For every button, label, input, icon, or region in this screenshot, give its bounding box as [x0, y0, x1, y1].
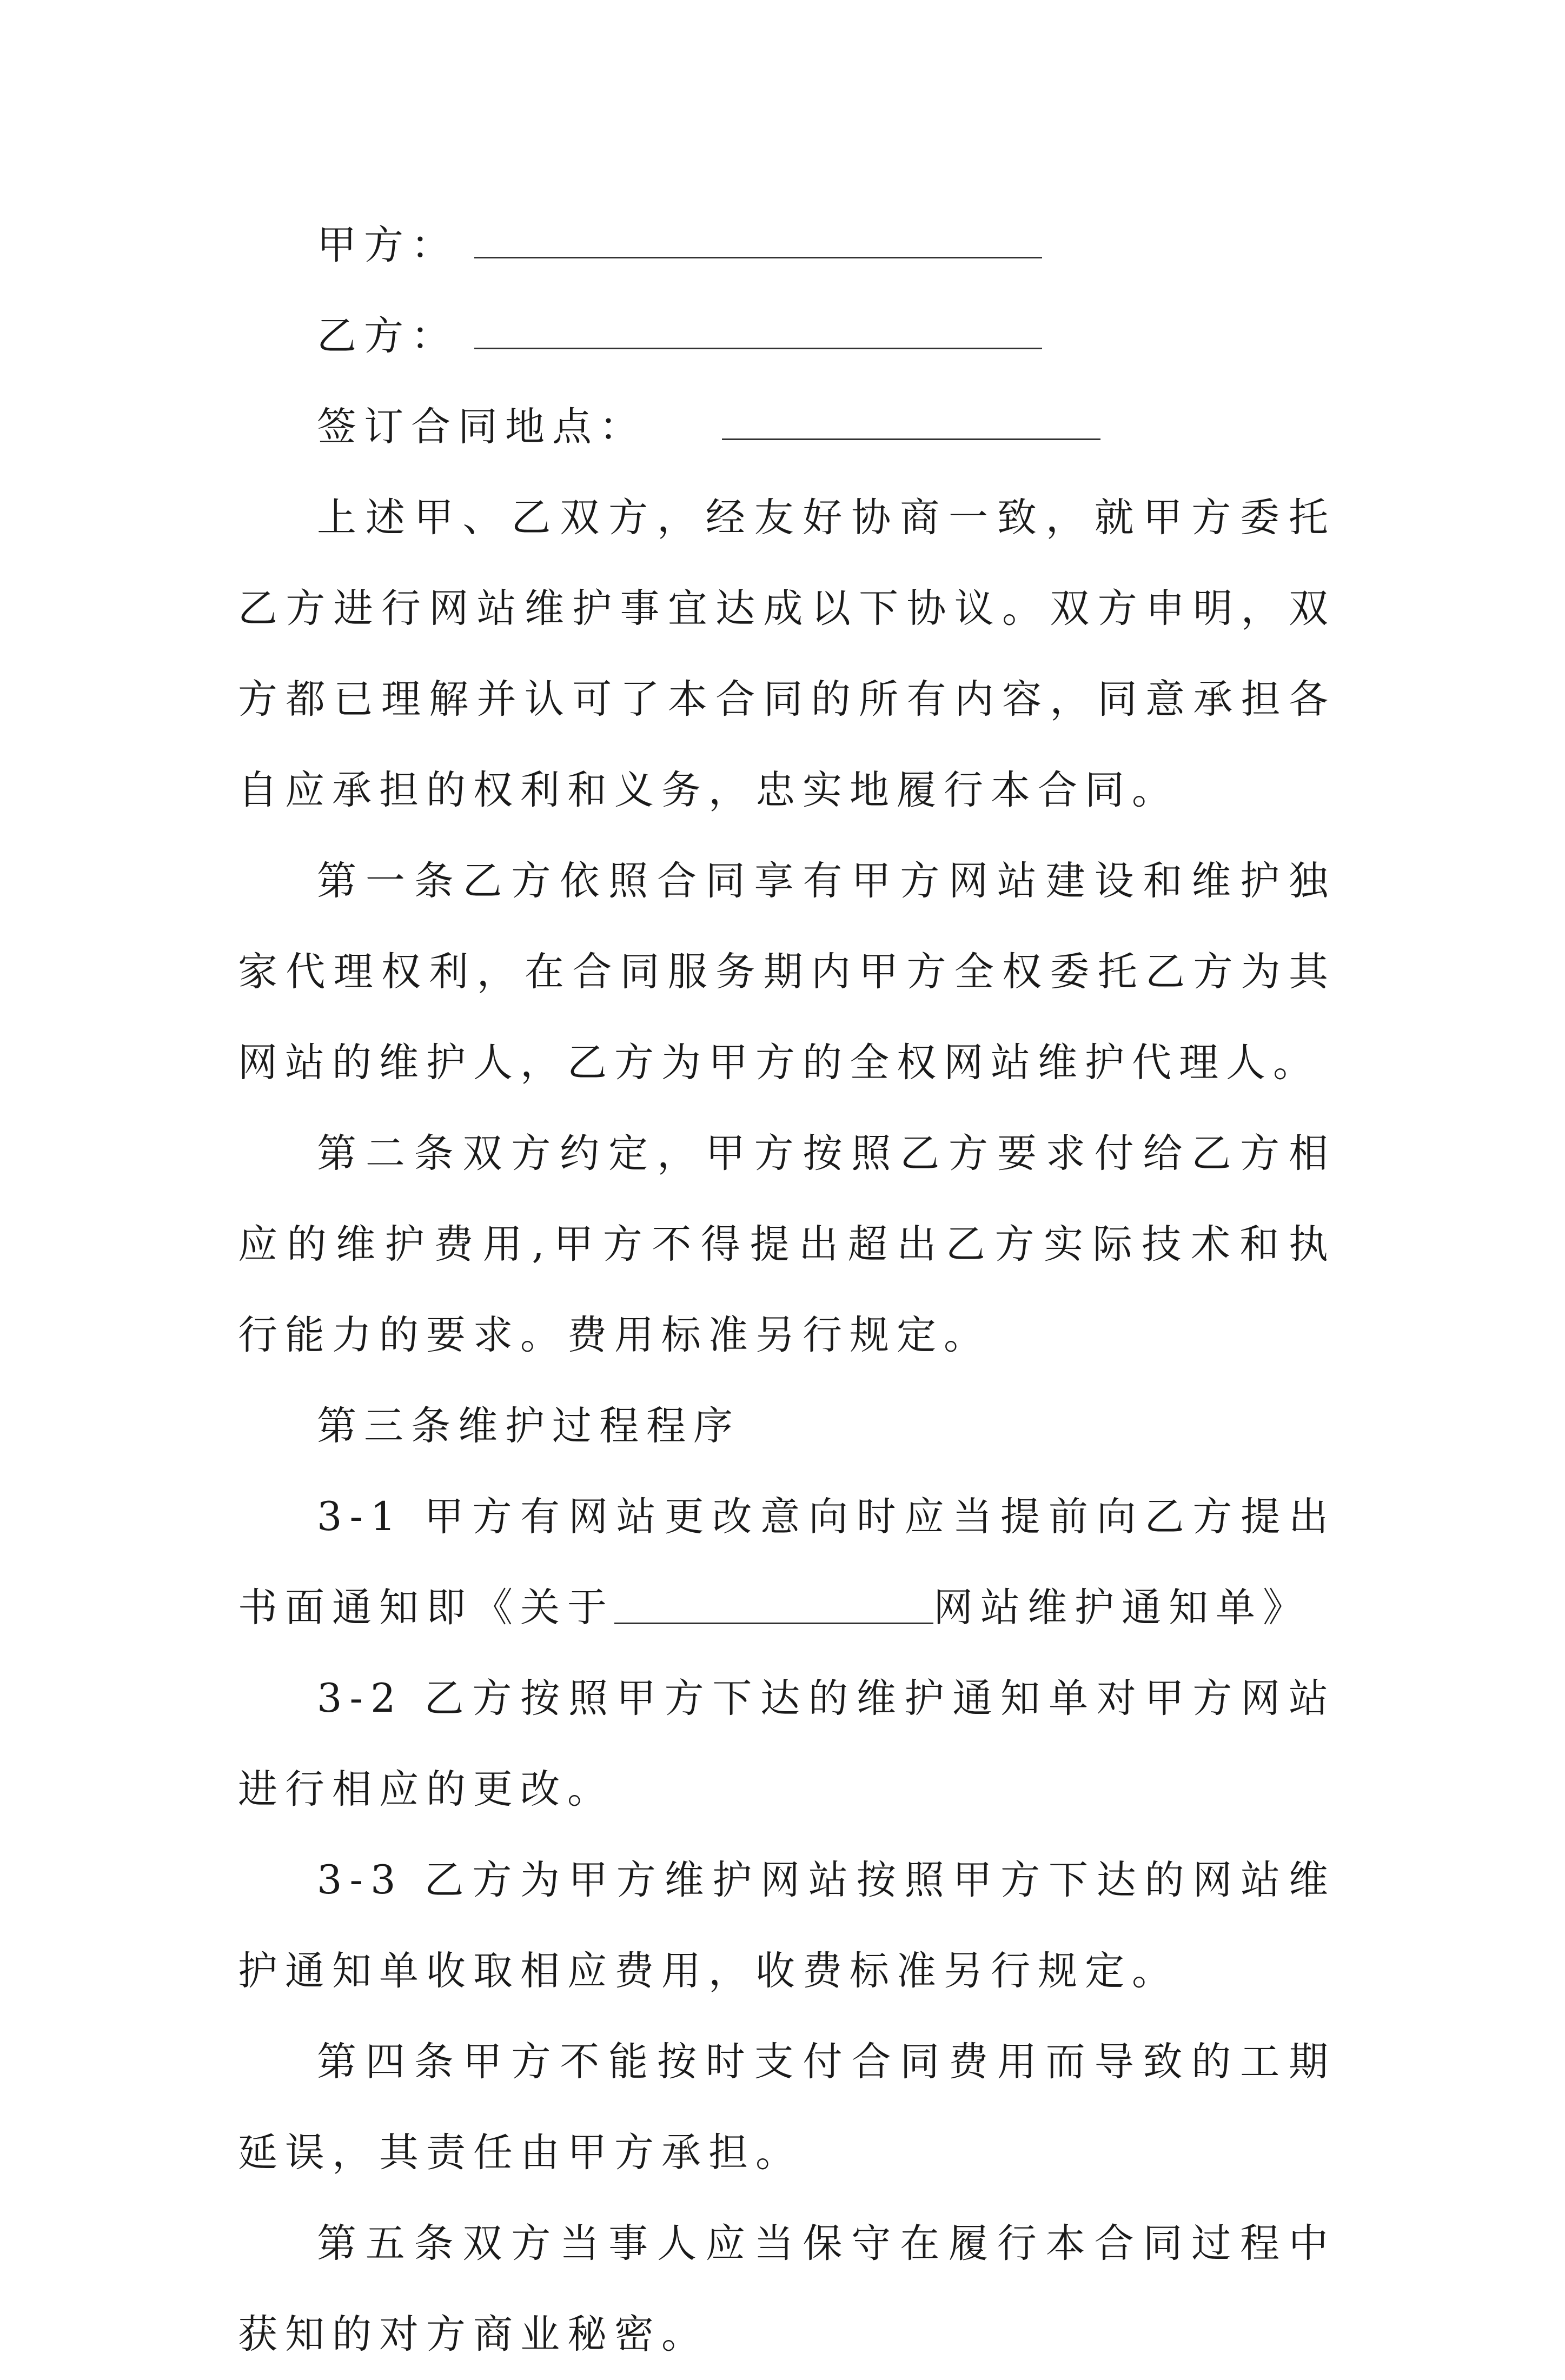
clause-3-1-paragraph — [238, 1472, 1336, 1653]
article-4-paragraph: 第四条甲方不能按时支付合同费用而导致的工期延误，其责任由甲方承担。 — [238, 2039, 1336, 2176]
signing-place-blank — [722, 406, 1100, 440]
notice-title-blank — [614, 1590, 933, 1624]
party-a-label: 甲方： — [317, 222, 458, 268]
signing-place-label: 签订合同地点： — [317, 404, 646, 450]
clause-3-1-text-after: 网站维护通知单》 — [933, 1585, 1310, 1631]
party-b-label: 乙方： — [317, 313, 458, 359]
contract-body — [238, 200, 1336, 2380]
party-b-blank — [474, 315, 1042, 349]
party-a-blank — [474, 224, 1042, 258]
intro-paragraph: 上述甲、乙双方，经友好协商一致，就甲方委托乙方进行网站维护事宜达成以下协议。双方申明，双方都已理解并认可了本合同的所有内容，同意承担各自应承担的权利和义务，忠实地履行本合同。 — [238, 495, 1336, 813]
clause-3-2-paragraph: 3-2 乙方按照甲方下达的维护通知单对甲方网站进行相应的更改。 — [238, 1676, 1336, 1812]
party-b-field — [238, 291, 1336, 382]
party-a-field — [238, 200, 1336, 291]
article-1-paragraph: 第一条乙方依照合同享有甲方网站建设和维护独家代理权利，在合同服务期内甲方全权委托乙方为其网站的维护人，乙方为甲方的全权网站维护代理人。 — [238, 858, 1336, 1086]
article-5-paragraph: 第五条双方当事人应当保守在履行本合同过程中获知的对方商业秘密。 — [238, 2221, 1336, 2357]
signing-place-field — [238, 382, 1336, 473]
article-3-title: 第三条维护过程程序 — [317, 1403, 740, 1449]
article-2-paragraph: 第二条双方约定，甲方按照乙方要求付给乙方相应的维护费用,甲方不得提出超出乙方实际技术和执行能力的要求。费用标准另行规定。 — [238, 1131, 1336, 1358]
clause-3-3-paragraph: 3-3 乙方为甲方维护网站按照甲方下达的网站维护通知单收取相应费用，收费标准另行规定。 — [238, 1857, 1336, 1994]
clause-3-1-text-before: 3-1 甲方有网站更改意向时应当提前向乙方提出书面通知即《关于 — [238, 1494, 1336, 1631]
